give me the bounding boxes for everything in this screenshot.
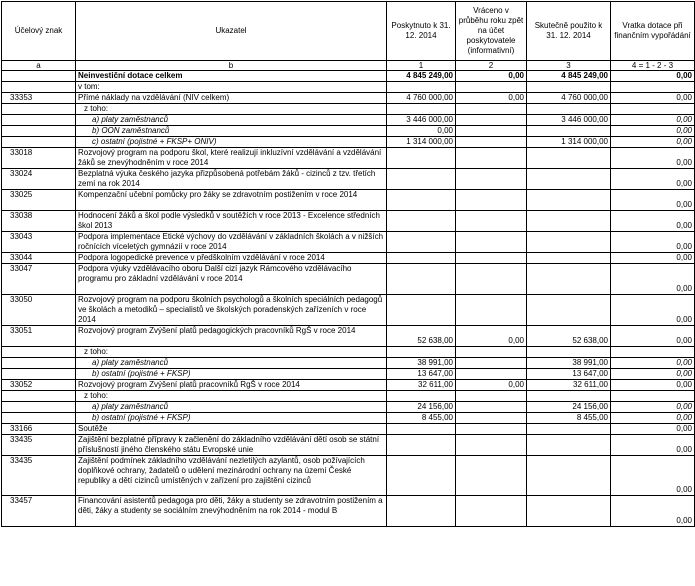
colidx-3: 3 bbox=[527, 61, 611, 71]
row-used: 38 991,00 bbox=[527, 358, 611, 369]
table-row bbox=[2, 264, 695, 295]
header-row bbox=[2, 2, 695, 61]
total-returned: 0,00 bbox=[456, 71, 527, 82]
colidx-2: 2 bbox=[456, 61, 527, 71]
row-label: Podpora implementace Etické výchovy do vzdělávání v základních školách a v nižších ročnících víceletých gymnázií v roce 2014 bbox=[76, 232, 387, 253]
total-refund: 0,00 bbox=[611, 71, 695, 82]
row-refund: 0,00 bbox=[611, 358, 695, 369]
row-provided: 13 647,00 bbox=[387, 369, 456, 380]
table-row bbox=[2, 496, 695, 527]
row-provided: 1 314 000,00 bbox=[387, 137, 456, 148]
table-row bbox=[2, 413, 695, 424]
table-row bbox=[2, 435, 695, 456]
row-code: 33025 bbox=[2, 190, 76, 211]
row-label: Kompenzační učební pomůcky pro žáky se zdravotním postižením v roce 2014 bbox=[76, 190, 387, 211]
row-used: 32 611,00 bbox=[527, 380, 611, 391]
row-code: 33050 bbox=[2, 295, 76, 326]
row-label: Rozvojový program na podporu škol, které realizují inkluzívní vzdělávání a vzdělávání žáků se znevýhodněním v roce 2014 bbox=[76, 148, 387, 169]
table-row bbox=[2, 424, 695, 435]
row-provided: 32 611,00 bbox=[387, 380, 456, 391]
table-row bbox=[2, 115, 695, 126]
row-label: Podpora výuky vzdělávacího oboru Další cizí jazyk Rámcového vzdělávacího programu pro základní vzdělávání v roce 2014 bbox=[76, 264, 387, 295]
header-indicator: Ukazatel bbox=[76, 2, 387, 61]
row-used: 3 446 000,00 bbox=[527, 115, 611, 126]
row-provided: 4 760 000,00 bbox=[387, 93, 456, 104]
row-code: 33435 bbox=[2, 435, 76, 456]
row-used: 24 156,00 bbox=[527, 402, 611, 413]
row-refund: 0,00 bbox=[611, 169, 695, 190]
row-label: Zajištění bezplatné přípravy k začlenění do základního vzdělávání dětí osob se státní příslušností jiného členského státu Evropské unie bbox=[76, 435, 387, 456]
row-label: c) ostatní (pojistné + FKSP+ ONIV) bbox=[76, 137, 387, 148]
header-code: Účelový znak bbox=[2, 2, 76, 61]
row-label: a) platy zaměstnanců bbox=[76, 402, 387, 413]
row-refund: 0,00 bbox=[611, 496, 695, 527]
colidx-4: 4 = 1 - 2 - 3 bbox=[611, 61, 695, 71]
row-refund: 0,00 bbox=[611, 413, 695, 424]
row-code: 33047 bbox=[2, 264, 76, 295]
row-code: 33051 bbox=[2, 326, 76, 347]
table-row bbox=[2, 358, 695, 369]
row-label: Soutěže bbox=[76, 424, 387, 435]
table-row bbox=[2, 253, 695, 264]
row-label: Zajištění podmínek základního vzdělávání nezletilých azylantů, osob požívajících doplňkové ochrany, žadatelů o udělení mezinárodní ochrany na území České republiky a dětí cizinců umístěných v zařízení pro zajištění cizinců bbox=[76, 456, 387, 496]
table-row bbox=[2, 369, 695, 380]
row-provided: 3 446 000,00 bbox=[387, 115, 456, 126]
table-row bbox=[2, 456, 695, 496]
row-refund: 0,00 bbox=[611, 326, 695, 347]
row-label: Podpora logopedické prevence v předškolním vzdělávání v roce 2014 bbox=[76, 253, 387, 264]
row-label: Přímé náklady na vzdělávání (NIV celkem) bbox=[76, 93, 387, 104]
table-row bbox=[2, 295, 695, 326]
row-returned: 0,00 bbox=[456, 380, 527, 391]
table-row bbox=[2, 347, 695, 358]
table-row bbox=[2, 326, 695, 347]
row-refund: 0,00 bbox=[611, 424, 695, 435]
row-label: z toho: bbox=[76, 347, 387, 358]
row-label: Bezplatná výuka českého jazyka přizpůsobená potřebám žáků - cizinců z tzv. třetích zemí na rok 2014 bbox=[76, 169, 387, 190]
row-code: 33044 bbox=[2, 253, 76, 264]
total-row bbox=[2, 71, 695, 82]
row-code: 33052 bbox=[2, 380, 76, 391]
subsidy-settlement-table bbox=[1, 1, 695, 527]
table-row bbox=[2, 402, 695, 413]
header-returned: Vráceno v průběhu roku zpět na účet poskytovatele (informativní) bbox=[456, 2, 527, 61]
row-refund: 0,00 bbox=[611, 435, 695, 456]
total-used: 4 845 249,00 bbox=[527, 71, 611, 82]
row-refund: 0,00 bbox=[611, 456, 695, 496]
table-row bbox=[2, 148, 695, 169]
colidx-1: 1 bbox=[387, 61, 456, 71]
row-code: 33353 bbox=[2, 93, 76, 104]
row-code: 33166 bbox=[2, 424, 76, 435]
row-refund: 0,00 bbox=[611, 402, 695, 413]
table-row bbox=[2, 232, 695, 253]
row-refund: 0,00 bbox=[611, 295, 695, 326]
row-refund: 0,00 bbox=[611, 369, 695, 380]
row-refund: 0,00 bbox=[611, 232, 695, 253]
row-used: 52 638,00 bbox=[527, 326, 611, 347]
row-label: a) platy zaměstnanců bbox=[76, 115, 387, 126]
row-label: b) OON zaměstnanců bbox=[76, 126, 387, 137]
table-row bbox=[2, 104, 695, 115]
table-row bbox=[2, 190, 695, 211]
colidx-a: a bbox=[2, 61, 76, 71]
row-refund: 0,00 bbox=[611, 190, 695, 211]
row-refund: 0,00 bbox=[611, 137, 695, 148]
row-refund: 0,00 bbox=[611, 264, 695, 295]
row-code: 33024 bbox=[2, 169, 76, 190]
table-row bbox=[2, 391, 695, 402]
row-returned: 0,00 bbox=[456, 93, 527, 104]
row-provided: 8 455,00 bbox=[387, 413, 456, 424]
row-provided: 38 991,00 bbox=[387, 358, 456, 369]
row-label: b) ostatní (pojistné + FKSP) bbox=[76, 369, 387, 380]
row-refund: 0,00 bbox=[611, 380, 695, 391]
row-refund: 0,00 bbox=[611, 253, 695, 264]
row-code: 33038 bbox=[2, 211, 76, 232]
row-code: 33043 bbox=[2, 232, 76, 253]
vtom-row bbox=[2, 82, 695, 93]
row-used: 8 455,00 bbox=[527, 413, 611, 424]
row-refund: 0,00 bbox=[611, 126, 695, 137]
row-refund: 0,00 bbox=[611, 115, 695, 126]
row-used: 4 760 000,00 bbox=[527, 93, 611, 104]
row-code: 33457 bbox=[2, 496, 76, 527]
colidx-b: b bbox=[76, 61, 387, 71]
row-label: Financování asistentů pedagoga pro děti, žáky a studenty se zdravotním postižením a děti, žáky a studenty se sociálním znevýhodněním na rok 2014 - modul B bbox=[76, 496, 387, 527]
row-refund: 0,00 bbox=[611, 93, 695, 104]
row-provided: 0,00 bbox=[387, 126, 456, 137]
row-label: Rozvojový program Zvýšení platů pedagogických pracovníků RgŠ v roce 2014 bbox=[76, 326, 387, 347]
table-row bbox=[2, 380, 695, 391]
header-used: Skutečně použito k 31. 12. 2014 bbox=[527, 2, 611, 61]
total-label: Neinvestiční dotace celkem bbox=[76, 71, 387, 82]
row-returned: 0,00 bbox=[456, 326, 527, 347]
table-row bbox=[2, 169, 695, 190]
row-label: a) platy zaměstnanců bbox=[76, 358, 387, 369]
table-row bbox=[2, 137, 695, 148]
row-code: 33018 bbox=[2, 148, 76, 169]
header-refund: Vratka dotace při finančním vypořádání bbox=[611, 2, 695, 61]
column-index-row bbox=[2, 61, 695, 71]
row-label: z toho: bbox=[76, 104, 387, 115]
table-row bbox=[2, 211, 695, 232]
row-label: Hodnocení žáků a škol podle výsledků v soutěžích v roce 2013 - Excelence středních škol 2013 bbox=[76, 211, 387, 232]
row-label: Rozvojový program na podporu školních psychologů a školních speciálních pedagogů ve školách a metodiků – specialistů ve školských poradenských zařízeních v roce 2014 bbox=[76, 295, 387, 326]
row-provided: 24 156,00 bbox=[387, 402, 456, 413]
row-label: Rozvojový program Zvýšení platů pracovníků RgŠ v roce 2014 bbox=[76, 380, 387, 391]
row-used: 13 647,00 bbox=[527, 369, 611, 380]
vtom-label: v tom: bbox=[76, 82, 387, 93]
header-provided: Poskytnuto k 31. 12. 2014 bbox=[387, 2, 456, 61]
row-provided: 52 638,00 bbox=[387, 326, 456, 347]
row-label: z toho: bbox=[76, 391, 387, 402]
row-refund: 0,00 bbox=[611, 148, 695, 169]
row-code: 33435 bbox=[2, 456, 76, 496]
total-provided: 4 845 249,00 bbox=[387, 71, 456, 82]
table-row bbox=[2, 93, 695, 104]
table-row bbox=[2, 126, 695, 137]
row-label: b) ostatní (pojistné + FKSP) bbox=[76, 413, 387, 424]
row-used: 1 314 000,00 bbox=[527, 137, 611, 148]
row-refund: 0,00 bbox=[611, 211, 695, 232]
